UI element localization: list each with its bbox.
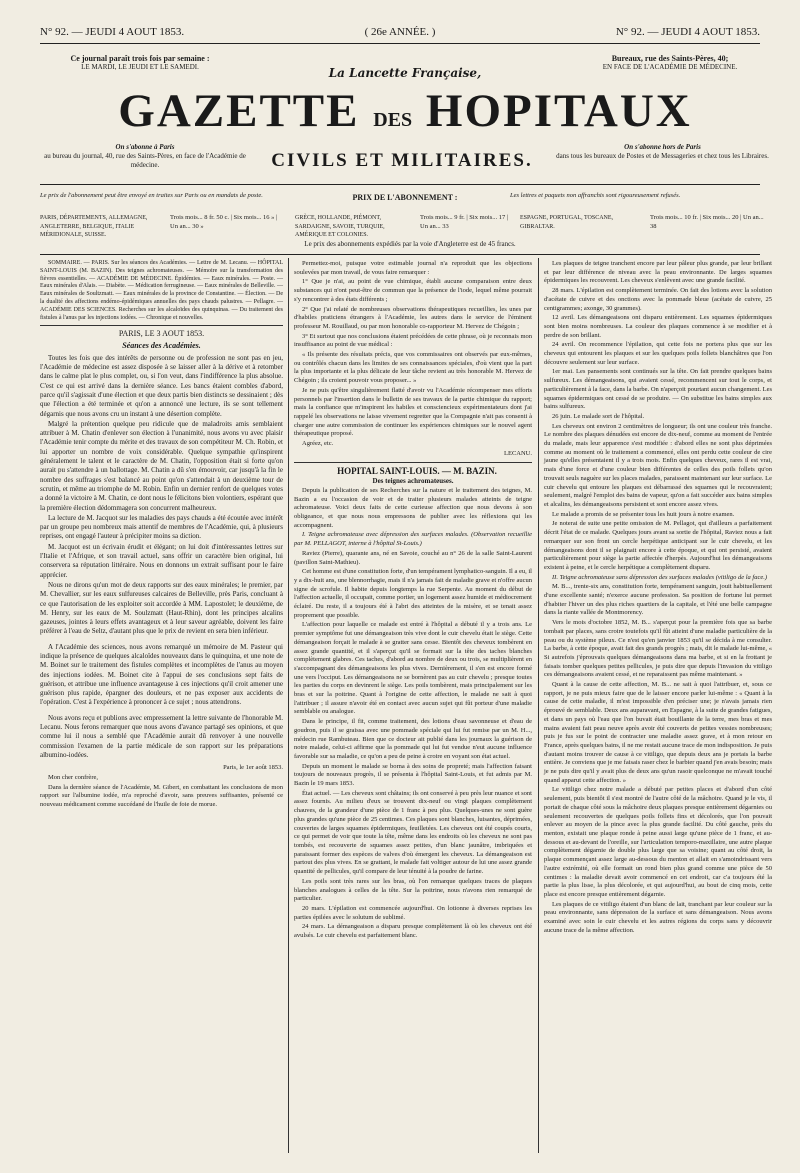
- hospital-heading: HOPITAL SAINT-LOUIS. — M. BAZIN.: [337, 466, 497, 477]
- right-office: Bureaux, rue des Saints-Pères, 40;: [611, 54, 729, 63]
- title-end: HOPITAUX: [425, 85, 692, 137]
- col3-p9: Je noterai de suite une petite omission de M. Pellagot, qui d'ailleurs a parfaitement décrit l'état de ce malade. Quelques jours avant sa sortie de l'hôpital, Raviez nous a fait remarquer sur son front un cercle herpétique anticipant sur le cuir chevelu, et les démangeaisons dont il se plaignait encore à cette époque, et qui ont persisté, avaient particulièrement pour siège la partie affectée d'herpès. Aujourd'hui les démangeaisons existent à peine, et le cercle herpétique a complètement disparu.: [544, 520, 772, 571]
- column-divider-1: [288, 258, 289, 1153]
- col3-p14: Le vitiligo chez notre malade a débuté par petites places et d'abord d'un côté seulement, puis bientôt il s'est montré de l'autre côté de la mâchoire. Quand je le vis, il portait de chaque côté sous la mâchoire deux plaques presque entièrement dégarnies ou seulement recouvertes de quelques poils follets fins et décolorés, que l'on pouvait enlever au moyen de la pince avec la plus grande facilité. Du côté gauche, près du menton, existait une plaque ronde à peine aussi large qu'une pièce de 1 franc, et au-dessous et au-devant de l'oreille, sur l'articulation temporo-maxillaire, une autre plaque complètement dégarnie de double plus large que sa voisine; quant au côté droit, la plaque commençant assez large au-dessous du menton et allait en s'amoindrissant vers l'autre extrémité, où elle formait un rond bien plus grand comme une pièce de 50 centimes : la maladie devait avoir commencé en cet endroit, car c'a toujours été la partie la plus lisse, la plus décolorée, et qui aujourd'hui, au bout de cinq mois, cette place est encore presque entièrement dégarnie.: [544, 786, 772, 898]
- col2-p4: 3° Et surtout que nos conclusions étaient précédées de cette phrase, où je reconnais mon insuffisance au point de vue médical :: [294, 332, 532, 349]
- year-label: ( 26e ANNÉE. ): [364, 26, 436, 38]
- subtitle: CIVILS ET MILITAIRES.: [271, 150, 533, 171]
- masthead: [65, 86, 745, 145]
- col1-p6: A l'Académie des sciences, nous avons remarqué un mémoire de M. Pasteur qui indique la présence de quelques alcaloïdes nouveaux dans le quinquina, et une note de M. Boinet sur le traitement des fistules complètes et incomplètes de l'anus au moyen des injections iodées. M. Boinet cite à l'appui de ses conclusions sept faits de guérison, et attribue une influence avantageuse à ces injections qu'il croit amener une guérison plus rapide, épargner des douleurs, et ne pas exposer aux accidents de l'opération. C'est à l'expérience à prononcer à ce sujet ; nous attendrons.: [40, 642, 283, 707]
- col2-p11: Cet homme est d'une constitution forte, d'un tempérament lymphatico-sanguin. Il a eu, il y a dix-huit ans, une blennorrhagie, mais il n'a jamais fait de maladie grave et n'offre aucun signe de scrofule. Il habite depuis longtemps la rue Serpente. Au moment du début de l'affection actuelle, il occupait, comme portier, un logement assez humide et médiocrement éclairé. Du reste, il a toujours été à l'abri des atteintes de la misère, et se tenait assez proprement que possible.: [294, 568, 532, 619]
- col2-p10: Raviez (Pierre), quarante ans, né en Savoie, couché au n° 26 de la salle Saint-Laurent (pavillon Saint-Mathieu).: [294, 549, 532, 566]
- col2-p17: 20 mars. L'épilation est commencée aujourd'hui. On lotionne à diverses reprises les parties épilées avec le solutum de sublimé.: [294, 904, 532, 921]
- right-sub-title: On s'abonne hors de Paris: [624, 143, 701, 151]
- col3-p10: II. Teigne achromateuse sans dépression des surfaces malades (vitiligo de la face.): [552, 573, 768, 581]
- col3-p11: M. B..., trente-six ans, constitution forte, tempérament sanguin, jouit habituellement d'une excellente santé; n'exerce aucune profession. Sa position de fortune lui permet d'habiter l'hiver un des plus riches quartiers de la capitale, et l'été une belle campagne dans la riante vallée de Montmorency.: [544, 583, 772, 617]
- col3-p4: 24 avril. On recommence l'épilation, qui cette fois ne portera plus que sur les cheveux qui entourent les plaques et sur les quelques poils follets blanchâtres que l'on découvre seulement sur leur surface.: [544, 341, 772, 366]
- col2-p2: 1° Que je n'ai, au point de vue chimique, établi aucune comparaison entre deux substances qui n'ont peut-être de commun que la présence de l'iode, lequel même pourrait s'y rencontrer à des états différents ;: [294, 278, 532, 303]
- col3-p8: Le malade a promis de se présenter tous les huit jours à notre examen.: [552, 510, 735, 518]
- price-espagne-values: Trois mois... 10 fr. | Six mois... 20 | Un an... 38: [650, 214, 764, 230]
- price-paris: PARIS, DÉPARTEMENTS, ALLEMAGNE, ANGLETERRE, BELGIQUE, ITALIE MÉRIDIONALE, SUISSE.: [40, 215, 148, 238]
- col2-p16: Les poils sont très rares sur les bras, où l'on remarque quelques traces de plaques blanches analogues à celles de la tête. Sur la poitrine, nous n'avons rien remarqué de particulier.: [294, 877, 532, 903]
- title-des: DES: [373, 109, 413, 131]
- price-bottom-note: Le prix des abonnements expédiés par la voie d'Angleterre est de 45 francs.: [304, 240, 516, 248]
- col2-p8: Depuis la publication de ses Recherches sur la nature et le traitement des teignes, M. Bazin a eu l'occasion de voir et de traiter plusieurs malades atteints de teigne achromateuse. Voici deux faits de cette curieuse affection que nous devons à son obligeance, et que nous nous empressons de publier avec les réflexions qui les accompagnent.: [294, 486, 532, 529]
- letter-date: Paris, le 1er août 1853.: [223, 764, 283, 772]
- column-divider-2: [538, 258, 539, 1153]
- price-espagne: ESPAGNE, PORTUGAL, TOSCANE, GIBRALTAR.: [520, 215, 614, 230]
- top-rule: [40, 43, 760, 44]
- col2-p13: Dans le principe, il fit, comme traitement, des lotions d'eau savonneuse et d'eau de goudron, puis il se graissa avec une pommade spéciale qui lui fut remise par un M. H..., médecin rue Rambuteau. Bien que ce docteur ait publié dans les journaux la guérison de notre malade, celui-ci affirme que la pommade qui lui fut vendue n'eut aucune influence favorable sur sa maladie, ce qu'on a peu de peine à croire en voyant son état actuel.: [294, 718, 532, 760]
- col3-p2: 28 mars. L'épilation est complètement terminée. On fait des lotions avec la solution d'acétate de cuivre et des onctions avec la pommade bleue (acétate de cuivre, 25 centigrammes; axonge, 30 grammes).: [544, 287, 772, 312]
- col1-p8: Dans la dernière séance de l'Académie, M. Gibert, en combattant les conclusions de mon rapport sur l'albumine iodée, m'a reproché d'avoir, sans preuves suffisantes, présenté ce nouveau médicament comme succédané de l'huile de foie de morue.: [40, 783, 283, 809]
- col2-p3: 2° Que j'ai relaté de nombreuses observations thérapeutiques recueillies, les unes par d'habiles praticiens étrangers à l'Académie, les autres dans le service de l'éminent professeur M. Rouillaud, ou par mon honorable co-rapporteur M. Hervez de Chégoin ;: [294, 305, 532, 330]
- col2-p5: « Ils présente des résultats précis, que vos commissaires ont observés par eux-mêmes, ou contrôlés chacun dans les limites de ses connaissances spéciales, d'où vient que la part la plus importante et la plus délicate de leur tâche revient au très honorable M. Hervez de Chégoin ; ils croient pouvoir vous proposer... »: [294, 351, 532, 385]
- col1-p2: Malgré la prétention quelque peu ridicule que de maladroits amis semblaient attribuer à M. Chatin d'enlever son élection à l'unanimité, nous avons vu avec plaisir l'Académie tenir compte du mérite et des travaux de son compétiteur M. Ch. Robin, et lui apporter un nombre de voix considérable. Quelque sympathie qu'inspirent généralement le talent et le caractère de M. Chatin, l'opposition était si forte qu'on aurait pu s'attendre à un ballottage. M. Chatin a dû s'en émouvoir, car jusqu'à la fin le nombre des suffrages s'est balancé au point qu'on s'attendait à un deuxième tour de scrutin, et même au triomphe de M. Robin. Enfin un dernier renfort de quelques votes a donné la victoire à M. Chatin, ce dont nous le félicitons bien volontiers, espérant que la première élection dédommagera son concurrent malheureux.: [40, 419, 283, 512]
- price-paris-values: Trois mois... 8 fr. 50 c. | Six mois... 16 » | Un an... 30 »: [170, 214, 278, 230]
- col3-p6: 26 juin. Le malade sort de l'hôpital.: [552, 412, 645, 420]
- price-title: PRIX DE L'ABONNEMENT :: [352, 193, 458, 202]
- left-subscription: [40, 143, 250, 170]
- left-notice-title: Ce journal paraît trois fois par semaine :: [70, 54, 210, 63]
- pricing-rule: [40, 254, 760, 255]
- col1-p3: La lecture de M. Jacquot sur les maladies des pays chauds a été écoutée avec intérêt par un groupe peu nombreux mais attentif de membres de l'Académie, qui, à plusieurs reprises, ont engagé l'auteur à précipiter moins sa diction.: [40, 513, 283, 541]
- col1-p7: Nous avons reçu et publions avec empressement la lettre suivante de l'honorable M. Lecanu. Nous ferons remarquer que nous avons d'avance partagé ses opinions, et que comme lui il nous a semblé que l'Académie aurait dû renvoyer à une nouvelle commission l'examen de la partie médicale de son rapport sur les préparations albumino-iodées.: [40, 713, 283, 759]
- column-2: [294, 260, 532, 942]
- left-notice: [40, 54, 240, 72]
- newspaper-page: [10, 8, 790, 1165]
- title-main: GAZETTE: [118, 85, 360, 137]
- column-3: [544, 260, 772, 936]
- col1-p5: Nous ne dirons qu'un mot de deux rapports sur des eaux minérales; le premier, par M. Chevallier, sur les eaux sulfureuses calcaires de Belleville, près Paris, concluant à ce que l'autorisation de les exploiter soit accordée à MM. Lapostolet; le deuxième, de M. Henry, sur les eaux de M. Soulzmatt (Haut-Rhin), dont les principes alcalins gazeuses, jointes à leurs effets avantageux et à leur saveur agréable, doivent les faire préférer à l'eau de Seltz, d'autant plus que le prix de revient en sera bien inférieur.: [40, 580, 283, 636]
- issue-line: [40, 26, 760, 38]
- right-notice: [570, 54, 770, 72]
- col3-p13: Quant à la cause de cette affection, M. B... ne sait à quoi l'attribuer, et, sous ce rapport, je ne puis mieux faire que de le laisser encore parler lui-même : « Quant à la cause de cette maladie, il m'est impossible d'en préciser une; je n'avais jamais rien éprouvé de semblable. Deux ans auparavant, en Espagne, à la suite de grandes fatigues, et dans un pays où l'eau que l'on buvait était bouillante de la terre, mes bras et mes mains avaient fait peau neuve après avoir été couverts de petites vessies nombreuses; puis je fus sur le point de contracter une maladie assez grave, et à mon retour en France, après quelques bains, il ne me restait aucune trace de mon indisposition. Je puis d'autant moins trouver de cause à ce vitiligo, que depuis deux ans je portais la barbe entière. Je conviens que je me faisais raser chez le barbier quand j'en avais besoin; mais je ne puis dire qu'il y avait plus de deux ans qu'un rasoir quelconque ne m'avait touché quand apparut cette affection. »: [544, 681, 772, 784]
- lancette-title: La Lancette Française,: [328, 66, 482, 80]
- col3-p3: 12 avril. Les démangeaisons ont disparu entièrement. Les squames épidermiques sont bien moins nombreuses. La couleur des plaques commence à se modifier et à perdre de son brillant.: [544, 314, 772, 339]
- header-rule: [40, 184, 760, 185]
- col2-p1: Permettez-moi, puisque votre estimable journal n'a reproduit que les objections soulevées par mon travail, de vous faire remarquer :: [294, 260, 532, 276]
- right-sub-text: dans tous les bureaux de Postes et de Messageries et chez tous les Libraires.: [556, 152, 769, 160]
- hospital-subheading: Des teignes achromateuses.: [372, 477, 454, 486]
- right-subscription: [555, 143, 770, 161]
- sommaire-rule: [40, 325, 283, 326]
- left-sub-text: au bureau du journal, 40, rue des Saints-Pères, en face de l'Académie de médecine.: [44, 152, 246, 169]
- col3-p1: Les plaques de teigne tranchent encore par leur pâleur plus grande, par leur brillant et par leur différence de niveau avec la peau environnante. De larges squames épidermiques les recouvrent. Les cheveux s'enlèvent avec une grande facilité.: [544, 260, 772, 285]
- price-grece: GRÈCE, HOLLANDE, PIÉMONT, SARDAIGNE, SAVOIE, TURQUIE, AMÉRIQUE ET COLONIES.: [295, 215, 385, 238]
- col2-rule: [294, 462, 532, 463]
- col2-p15: État actuel. — Les cheveux sont châtains; ils ont conservé à peu près leur nuance et sont assez fournis. Au milieu d'eux se trouvent dix-neuf ou vingt plaques complètement chauves, de la grandeur d'une pièce de 1 franc à peu plus. Quelques-unes ne sont guère plus grandes qu'une pièce de 25 centimes. Ces plaques sont blanches, luisantes, déprimées, couvertes de larges squames épidermiques, feuilletées. Les cheveux ont été coupés courts, ce qui permet de voir que toute la tête, même dans les endroits où les cheveux ne sont pas tombés, est recouverte de squames assez petites, d'un blanc jaunâtre, imbriquées et paraissant former des espèces de valves d'où émergent les cheveux. La démangeaison est partout des plus vives. En se grattant, le malade fait voltiger autour de lui une assez grande quantité de pellicules, qu'il compare de leur ténuité à la poudre de farine.: [294, 789, 532, 876]
- col3-p7: Les cheveux ont environ 2 centimètres de longueur; ils ont une couleur très franche. Le nombre des plaques dénudées est encore de dix-neuf, comme au moment de l'entrée du malade, mais leur apparence s'est modifiée : d'abord elles ne sont plus déprimées comme au moment où le traitement a commencé, elles ont perdu cette couleur de cire jaune qu'elles présentaient il y a trois mois. Enfin quelques cheveux, rares il est vrai, mais d'une force et d'une couleur bien différentes de celles des poils follets qu'on trouvait seuls naguère sur les places malades, paraissent maintenant sur leur surface. Le cuir chevelu qui entoure les plaques est débarrassé des squames qui le recouvraient; seulement, malgré l'emploi des bains de vapeur, qu'on a fait succéder aux bains simples et alcalins, les démangeaisons persistent et sont encore assez vives.: [544, 422, 772, 508]
- price-left-note: Le prix de l'abonnement peut être envoyé en traites sur Paris ou en mandats de poste.: [40, 192, 263, 199]
- left-notice-days: LE MARDI, LE JEUDI ET LE SAMEDI.: [81, 63, 199, 71]
- price-grece-values: Trois mois... 9 fr. | Six mois... 17 | Un an... 33: [420, 214, 509, 230]
- col1-p1: Toutes les fois que des intérêts de personne ou de profession ne sont pas en jeu, l'Académie de médecine est assez disposée à se laisser aller à la dérive et à retomber dans le calme plat le plus complet, ou, si l'on veut, dans l'indifférence la plus absolue. C'est ce qui est arrivé dans la dernière séance. Les bancs étaient combles d'abord, parce qu'il s'agissait d'une élection et que deux partis bien distincts se dessinaient ; dès que l'élection a été terminée et qu'on a annoncé une lecture, ils se sont tellement dégarnis que nous avons cru un instant à une désertion complète.: [40, 353, 283, 418]
- issue-right: N° 92. — JEUDI 4 AOUT 1853.: [615, 26, 760, 38]
- dateline: PARIS, LE 3 AOUT 1853.: [118, 329, 205, 339]
- section-heading: Séances des Académies.: [122, 341, 201, 351]
- col2-p12: L'affection pour laquelle ce malade est entré à l'hôpital a débuté il y a trois ans. Le premier symptôme fut une démangeaison très vive dont le cuir chevelu était le siège. Cette démangeaison forçait le malade à se gratter sans cesse. Bientôt des cheveux tombèrent en assez grande quantité, et il s'aperçut qu'il se formait sur la tête des taches blanches complètement glabres. Ces taches, d'abord au nombre de deux ou trois, se multiplièrent en s'accompagnant des démangeaisons les plus vives. Dernièrement, il s'en est encore formé une vers l'occiput. Les démangeaisons ne se bornèrent pas au cuir chevelu ; presque toutes les parties du corps en devinrent le siège. Les poils tombèrent, mais principalement sur les bras et sur la poitrine. Quant à l'origine de cette affection, le malade ne sait à quoi l'attribuer ; il assure n'avoir été en contact avec aucun sujet qui fût porteur d'une maladie semblable ou analogue.: [294, 621, 532, 716]
- salutation: Mon cher confrère,: [48, 773, 98, 781]
- sommaire: SOMMAIRE. — PARIS. Sur les séances des Académies. — Lettre de M. Lecanu. — HÔPITAL SAINT-LOUIS (M. BAZIN). Des teignes achromateuses. — Mémoire sur la transformation des fièvres essentielles. — ACADÉMIE DE MÉDECINE. Épidémies. — Eaux minérales. — Poste. — Eaux minérales d'Alais. — Diabète. — Médication ferrugineuse. — Eaux minérales de Belleville. — Eaux minérales de Soultzmatt. — Eaux minérales de la province de Constantine. — Élection. — De la dualité des affections endémo-épidémiques annuelles des pays chauds palustres. — Pellagre. — ACADÉMIE DES SCIENCES. Recherches sur les alcaloïdes des quinquinas. — Du traitement des fistules à l'anus par les injections iodées. — Chronique et nouvelles.: [40, 260, 283, 321]
- col3-p15: Les plaques de ce vitiligo étaient d'un blanc de lait, tranchant par leur couleur sur la peau environnante, sans dépression de la surface et sans démangeaison. Nous avons examiné avec soin le cuir chevelu et les autres régions du corps sans y découvrir aucune trace de la même affection.: [544, 900, 772, 934]
- col3-p5: 1er mai. Les pansements sont continués sur la tête. On fait prendre quelques bains sulfureux. Les démangeaisons, qui avaient cessé, recommencent sur tout le corps, et particulièrement à la face, dans la barbe. On n'aperçoit pourtant aucun changement. Les squames épidermiques ont cessé de se produire. — On substitue les bains simples aux bains sulfureux.: [544, 368, 772, 411]
- col2-p14: Depuis un moment le malade se borna à des soins de propreté; mais l'affection faisant toujours de nouveaux progrès, il se présenta à l'hôpital Saint-Louis, et fut admis par M. Bazin le 19 mars 1853.: [294, 762, 532, 788]
- col2-p9: I. Teigne achromateuse avec dépression des surfaces malades. (Observation recueillie par M. PELLAGOT, interne à l'hôpital St-Louis.): [294, 531, 532, 548]
- price-right-note: Les lettres et paquets non affranchis sont rigoureusement refusés.: [510, 192, 681, 199]
- col2-signature: LECANU.: [504, 449, 532, 457]
- col2-p7: Agréez, etc.: [302, 440, 334, 448]
- column-1: [40, 260, 283, 811]
- col1-p4: M. Jacquot est un écrivain érudit et élégant; on lui doit d'intéressantes lettres sur l'Italie et l'Afrique, et son travail actuel, sans offrir un caractère bien original, lui conservera sa réputation littéraire. Nous en donnons un extrait suffisant pour le faire apprécier.: [40, 542, 283, 579]
- col2-p18: 24 mars. La démangeaison a disparu presque complètement là où les cheveux ont été avulsés. Le cuir chevelu est parfaitement blanc.: [294, 923, 532, 940]
- col2-p6: Je ne puis qu'être singulièrement flatté d'avoir vu l'Académie récompenser mes efforts personnels par l'insertion dans le bulletin de ses travaux de la partie chimique du rapport; mais la confiance que m'inspirent les habiles et consciencieux expérimentateurs dont j'ai rappelé les observations ne laisse vivement regretter que la Compagnie n'ait pas consenti à charger une autre commission de continuer les expériences chimiques sur le nouvel agent thérapeutique proposé.: [294, 386, 532, 438]
- left-sub-title: On s'abonne à Paris: [115, 143, 175, 151]
- col3-p12: Vers le mois d'octobre 1852, M. B... s'aperçut pour la première fois que sa barbe tombait par places, sans croire toutefois qu'il fût atteint d'une maladie particulière de la peau ou du système pileux. Ce n'est qu'en janvier 1853 qu'il se décida à me consulter. La barbe, à cette époque, avait fait des grands progrès ; mais, dit le malade lui-même, « Si autrefois j'éprouvais quelques démangeaisons dans ma barbe, et si en la frottant je faisais tomber quelques petites pellicules, je puis dire que depuis l'invasion du vitiligo ces démangeaisons avaient cessé, et ne reparaissent pas même maintenant. »: [544, 619, 772, 679]
- right-office-sub: EN FACE DE L'ACADÉMIE DE MÉDECINE.: [602, 63, 738, 71]
- issue-left: N° 92. — JEUDI 4 AOUT 1853.: [40, 26, 185, 38]
